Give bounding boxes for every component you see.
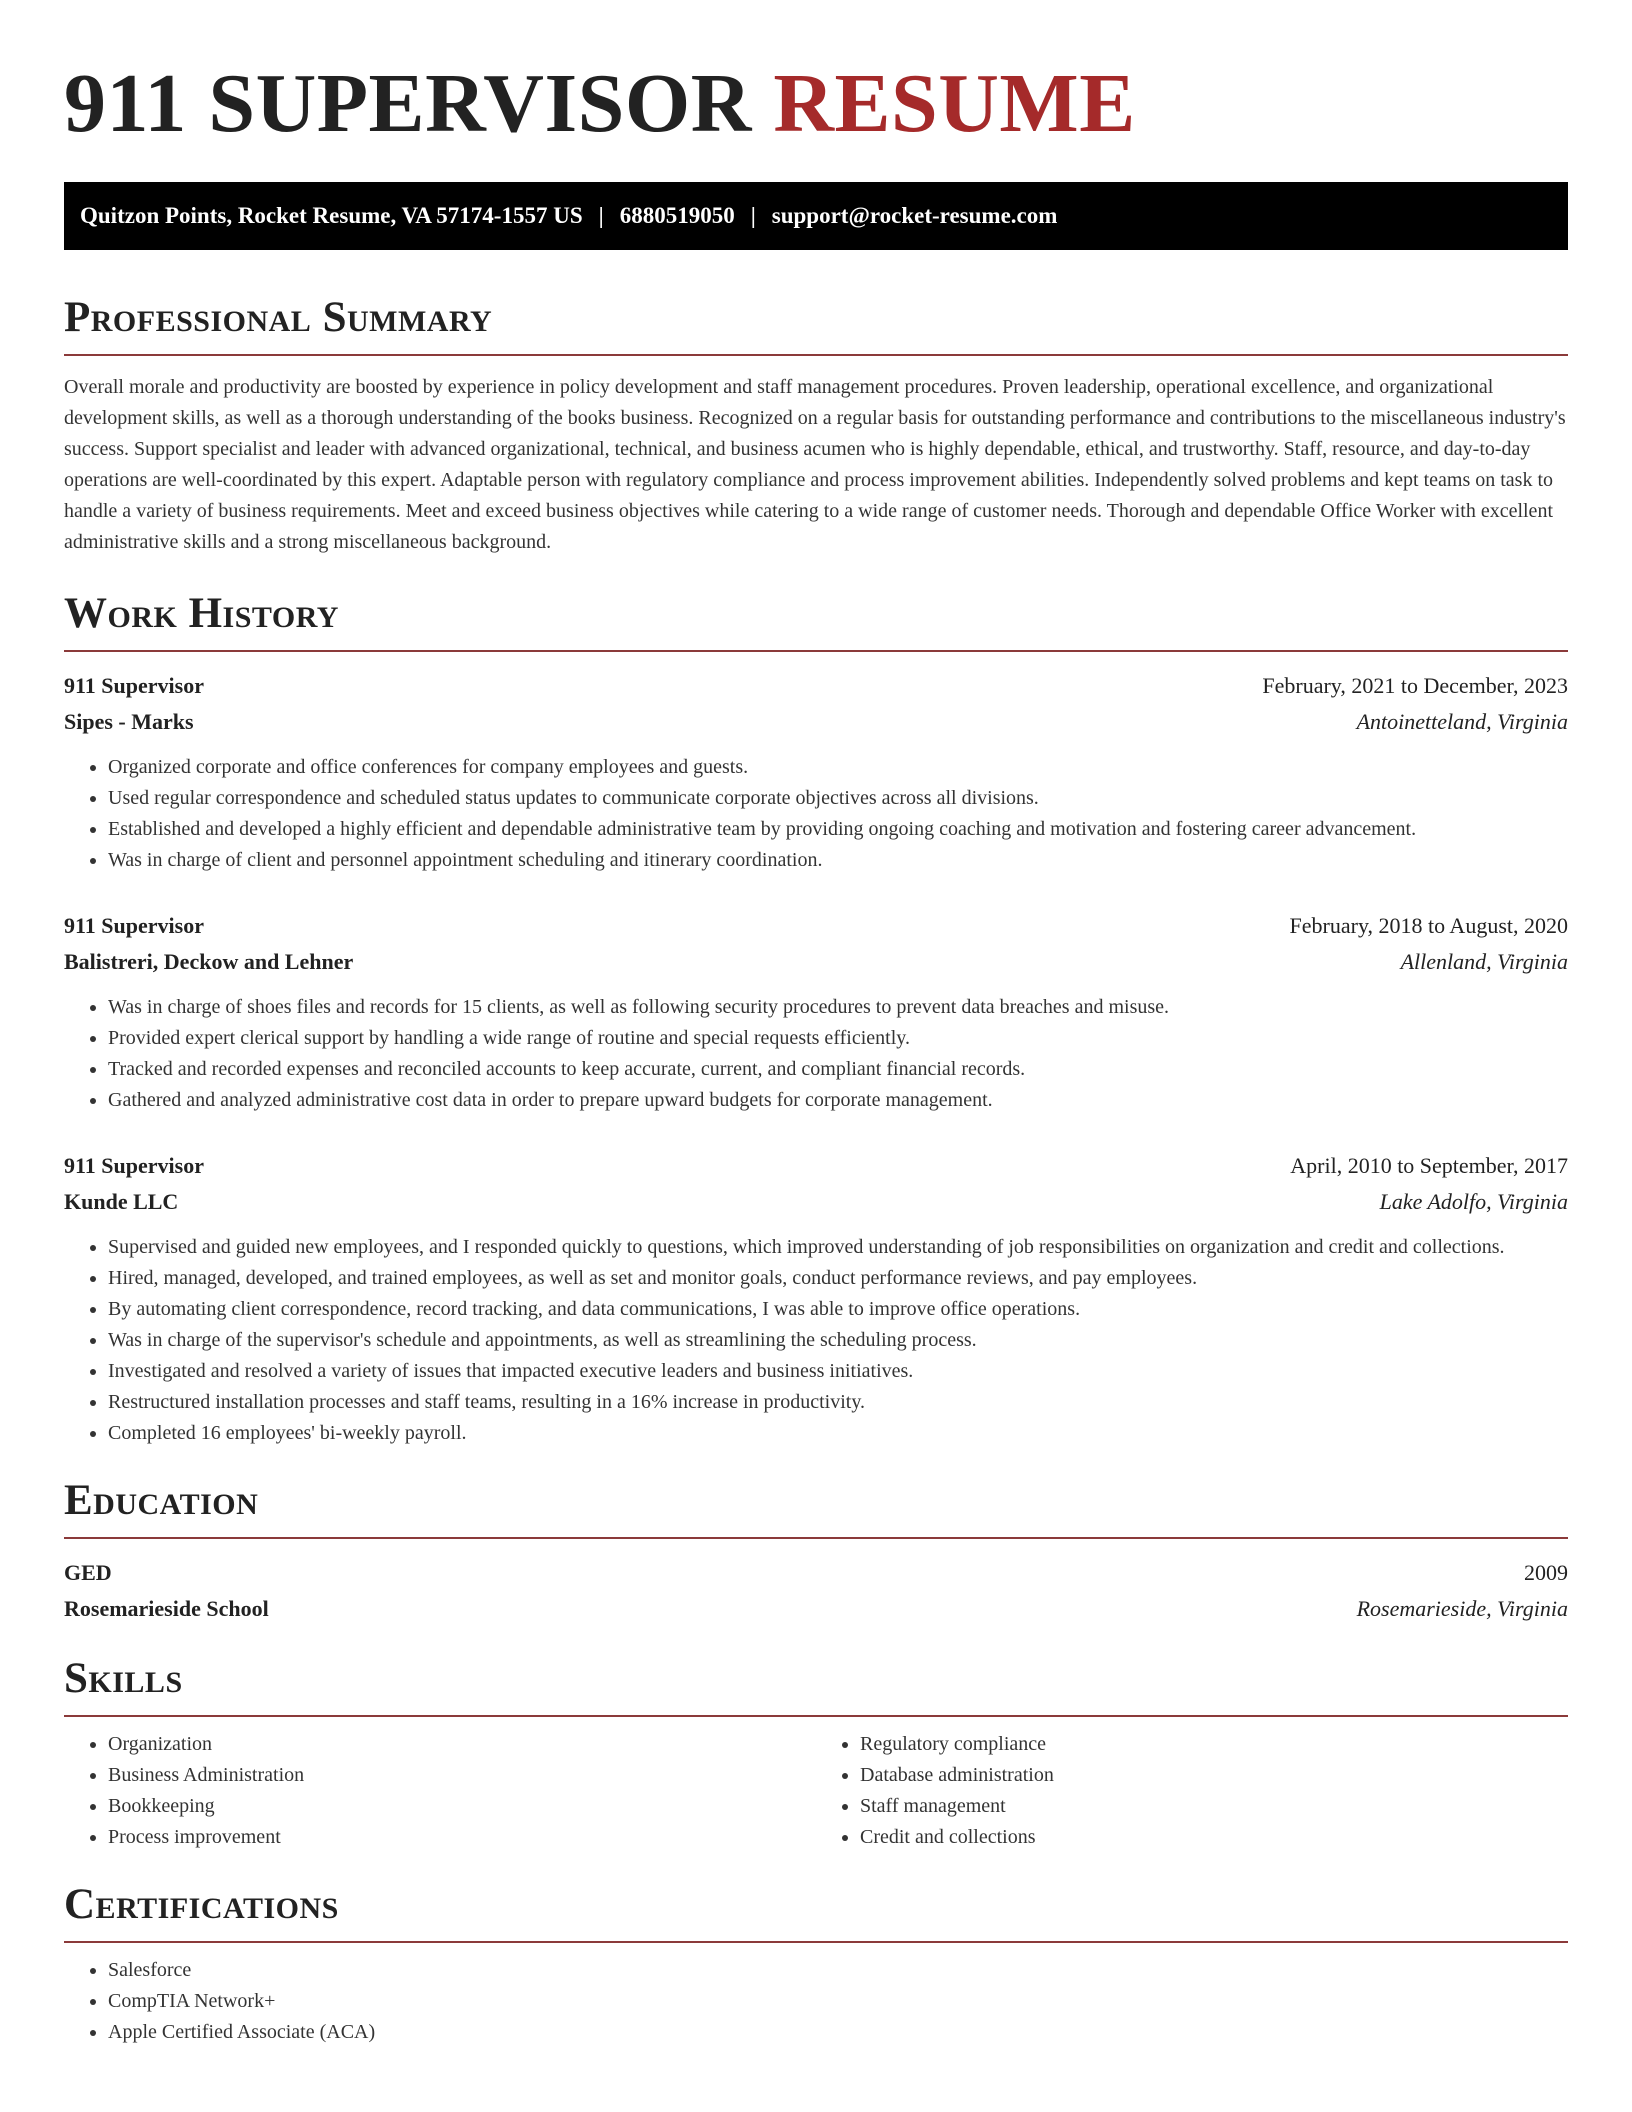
job-bullets bbox=[64, 752, 1568, 876]
skill-item: • Business Administration bbox=[108, 1760, 816, 1791]
education-school: Rosemarieside School bbox=[64, 1596, 269, 1621]
job-bullets bbox=[64, 992, 1568, 1116]
section-heading-skills: Skills bbox=[64, 1655, 183, 1702]
job-bullet: • Was in charge of client and personnel appointment scheduling and itinerary coordination. bbox=[108, 845, 1568, 876]
education-location: Rosemarieside, Virginia bbox=[1356, 1596, 1568, 1621]
job-header-row bbox=[64, 668, 1568, 704]
job-bullets bbox=[64, 1232, 1568, 1449]
section-divider bbox=[64, 650, 1568, 652]
job-entry bbox=[64, 668, 1568, 876]
contact-address: Quitzon Points, Rocket Resume, VA 57174-1557 US bbox=[80, 203, 583, 228]
job-dates: February, 2021 to December, 2023 bbox=[1262, 673, 1568, 698]
section-heading-certifications: Certifications bbox=[64, 1881, 339, 1928]
summary-section bbox=[64, 292, 1568, 558]
job-bullet: • Provided expert clerical support by handling a wide range of routine and special requests efficiently. bbox=[108, 1023, 1568, 1054]
job-bullet: • Was in charge of the supervisor's schedule and appointments, as well as streamlining the scheduling process. bbox=[108, 1325, 1568, 1356]
job-company-row bbox=[64, 1184, 1568, 1220]
job-company: Kunde LLC bbox=[64, 1189, 179, 1214]
skill-item: • Bookkeeping bbox=[108, 1791, 816, 1822]
job-title: 911 Supervisor bbox=[64, 1153, 204, 1178]
job-bullet: • Was in charge of shoes files and records for 15 clients, as well as following security procedures to prevent data breaches and misuse. bbox=[108, 992, 1568, 1023]
certifications-section bbox=[64, 1879, 1568, 2048]
job-header-row bbox=[64, 908, 1568, 944]
certification-item: • CompTIA Network+ bbox=[108, 1986, 1568, 2017]
title-main: 911 SUPERVISOR bbox=[64, 57, 752, 150]
job-header-row bbox=[64, 1148, 1568, 1184]
job-entry bbox=[64, 908, 1568, 1116]
certification-list bbox=[64, 1955, 1568, 2048]
skill-item: • Database administration bbox=[860, 1760, 1568, 1791]
job-bullet: • Established and developed a highly efficient and dependable administrative team by providing ongoing coaching and motivation and fostering career advancement. bbox=[108, 814, 1568, 845]
contact-email: support@rocket-resume.com bbox=[771, 203, 1058, 228]
education-school-row bbox=[64, 1591, 1568, 1627]
job-bullet: • Investigated and resolved a variety of issues that impacted executive leaders and business initiatives. bbox=[108, 1356, 1568, 1387]
skills-column-left bbox=[64, 1729, 816, 1853]
certification-item: • Salesforce bbox=[108, 1955, 1568, 1986]
skills-grid bbox=[64, 1729, 1568, 1853]
job-bullet: • Gathered and analyzed administrative cost data in order to prepare upward budgets for corporate management. bbox=[108, 1085, 1568, 1116]
job-location: Antoinetteland, Virginia bbox=[1356, 709, 1568, 734]
job-bullet: • Organized corporate and office conferences for company employees and guests. bbox=[108, 752, 1568, 783]
skill-item: • Process improvement bbox=[108, 1822, 816, 1853]
skill-item: • Staff management bbox=[860, 1791, 1568, 1822]
education-entry bbox=[64, 1555, 1568, 1627]
contact-bar bbox=[64, 182, 1568, 250]
contact-separator: | bbox=[598, 203, 604, 228]
job-bullet: • Hired, managed, developed, and trained employees, as well as set and monitor goals, conduct performance reviews, and pay employees. bbox=[108, 1263, 1568, 1294]
job-dates: April, 2010 to September, 2017 bbox=[1290, 1153, 1568, 1178]
education-degree: GED bbox=[64, 1560, 112, 1585]
education-section bbox=[64, 1475, 1568, 1627]
section-divider bbox=[64, 1941, 1568, 1943]
job-company-row bbox=[64, 944, 1568, 980]
job-company: Sipes - Marks bbox=[64, 709, 194, 734]
skill-item: • Regulatory compliance bbox=[860, 1729, 1568, 1760]
job-bullet: • Restructured installation processes and staff teams, resulting in a 16% increase in productivity. bbox=[108, 1387, 1568, 1418]
job-title: 911 Supervisor bbox=[64, 913, 204, 938]
section-heading-work-history: Work History bbox=[64, 590, 339, 637]
skills-column-right bbox=[816, 1729, 1568, 1853]
job-bullet: • Completed 16 employees' bi-weekly payroll. bbox=[108, 1418, 1568, 1449]
job-title: 911 Supervisor bbox=[64, 673, 204, 698]
job-location: Allenland, Virginia bbox=[1400, 949, 1568, 974]
summary-text: Overall morale and productivity are boosted by experience in policy development and staff management procedures. Proven leadership, operational excellence, and organizational development skills, as well as a thorough understanding of the books business. Recognized on a regular basis for outstanding performance and contributions to the miscellaneous industry's success. Support specialist and leader with advanced organizational, technical, and business acumen who is highly dependable, ethical, and trustworthy. Staff, resource, and day-to-day operations are well-coordinated by this expert. Adaptable person with regulatory compliance and process improvement abilities. Independently solved problems and kept teams on task to handle a variety of business requirements. Meet and exceed business objectives while catering to a wide range of customer needs. Thorough and dependable Office Worker with excellent administrative skills and a strong miscellaneous background. bbox=[64, 376, 1566, 553]
job-entry bbox=[64, 1148, 1568, 1449]
section-heading-summary: Professional Summary bbox=[64, 294, 493, 341]
skills-section bbox=[64, 1653, 1568, 1853]
job-company-row bbox=[64, 704, 1568, 740]
job-bullet: • By automating client correspondence, record tracking, and data communications, I was able to improve office operations. bbox=[108, 1294, 1568, 1325]
title-accent: RESUME bbox=[773, 57, 1136, 150]
job-bullet: • Supervised and guided new employees, and I responded quickly to questions, which improved understanding of job responsibilities on organization and credit and collections. bbox=[108, 1232, 1568, 1263]
skill-item: • Organization bbox=[108, 1729, 816, 1760]
job-company: Balistreri, Deckow and Lehner bbox=[64, 949, 354, 974]
education-year: 2009 bbox=[1524, 1560, 1568, 1585]
resume-title bbox=[64, 0, 1568, 150]
education-header-row bbox=[64, 1555, 1568, 1591]
job-bullet: • Tracked and recorded expenses and reconciled accounts to keep accurate, current, and compliant financial records. bbox=[108, 1054, 1568, 1085]
job-bullet: • Used regular correspondence and scheduled status updates to communicate corporate objectives across all divisions. bbox=[108, 783, 1568, 814]
section-divider bbox=[64, 1715, 1568, 1717]
job-location: Lake Adolfo, Virginia bbox=[1379, 1189, 1568, 1214]
section-divider bbox=[64, 354, 1568, 356]
certification-item: • Apple Certified Associate (ACA) bbox=[108, 2017, 1568, 2048]
skill-item: • Credit and collections bbox=[860, 1822, 1568, 1853]
contact-phone: 6880519050 bbox=[619, 203, 735, 228]
work-history-section bbox=[64, 588, 1568, 1449]
job-dates: February, 2018 to August, 2020 bbox=[1289, 913, 1568, 938]
section-divider bbox=[64, 1537, 1568, 1539]
contact-separator: | bbox=[750, 203, 756, 228]
section-heading-education: Education bbox=[64, 1477, 259, 1524]
